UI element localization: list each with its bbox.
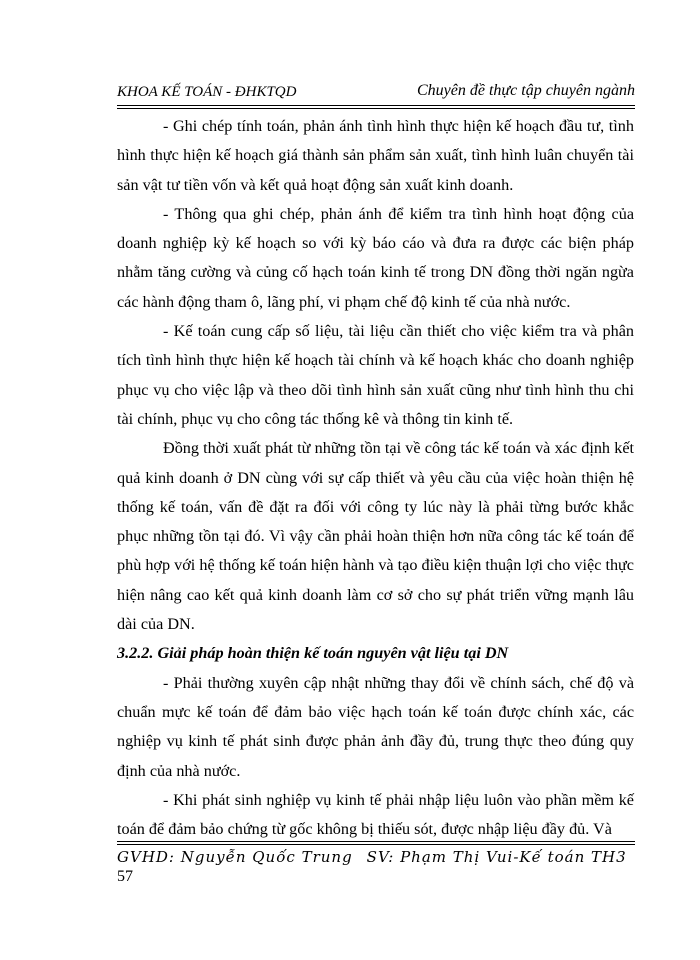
paragraph: - Ghi chép tính toán, phản ánh tình hình thực hiện kế hoạch đầu tư, tình hình thực hiện kế hoạch giá thành sản phẩm sản xuất, tình hình luân chuyển tài sản vật tư tiền vốn và kết quả hoạt động sản xuất kinh doanh. — [117, 117, 634, 194]
footer-supervisor: GVHD: Nguyễn Quốc Trung — [117, 848, 353, 866]
page-footer — [117, 848, 635, 866]
paragraph: - Thông qua ghi chép, phản ánh để kiểm tra tình hình hoạt động của doanh nghiệp kỳ kế hoạch so với kỳ báo cáo và đưa ra được các biện pháp nhằm tăng cường và củng cố hạch toán kinh tế trong DN đồng thời ngăn ngừa các hành động tham ô, lãng phí, vi phạm chế độ kinh tế của nhà nước. — [117, 204, 634, 311]
paragraph: - Phải thường xuyên cập nhật những thay đổi về chính sách, chế độ và chuẩn mực kế toán để đảm bảo việc hạch toán kế toán được chính xác, các nghiệp vụ kinh tế phát sinh được phản ảnh đầy đủ, trung thực theo đúng quy định của nhà nước. — [117, 673, 634, 780]
header-report-title: Chuyên đề thực tập chuyên ngành — [417, 82, 635, 99]
page-body — [117, 112, 634, 844]
header-faculty: KHOA KẾ TOÁN - ĐHKTQD — [117, 84, 297, 100]
footer-divider — [117, 841, 635, 845]
paragraph: - Khi phát sinh nghiệp vụ kinh tế phải nhập liệu luôn vào phần mềm kế toán để đảm bảo chứng từ gốc không bị thiếu sót, được nhập liệu đầy đủ. Và — [117, 790, 634, 839]
page-header — [117, 82, 635, 104]
paragraph: - Kế toán cung cấp số liệu, tài liệu cần thiết cho việc kiểm tra và phân tích tình hình thực hiện kế hoạch tài chính và kế hoạch khác cho doanh nghiệp phục vụ cho việc lập và theo dõi tình hình sản xuất cũng như tình hình thu chi tài chính, phục vụ cho công tác thống kê và thông tin kinh tế. — [117, 322, 634, 428]
paragraph: Đồng thời xuất phát từ những tồn tại về công tác kế toán và xác định kết quả kinh doanh ở DN cùng với sự cấp thiết và yêu cầu của việc hoàn thiện hệ thống kế toán, vấn đề đặt ra đối với công ty lúc này là phải từng bước khắc phục những tồn tại đó. Vì vậy cần phải hoàn thiện hơn nữa công tác kế toán để phù hợp với hệ thống kế toán hiện hành và tạo điều kiện thuận lợi cho việc thực hiện nâng cao kết quả kinh doanh làm cơ sở cho sự phát triển vững mạnh lâu dài của DN. — [117, 439, 634, 634]
footer-student: SV: Phạm Thị Vui-Kế toán TH3 — [366, 848, 627, 866]
section-heading: 3.2.2. Giải pháp hoàn thiện kế toán nguyên vật liệu tại DN — [117, 644, 509, 663]
page-number: 57 — [117, 868, 133, 885]
header-divider — [117, 105, 635, 109]
